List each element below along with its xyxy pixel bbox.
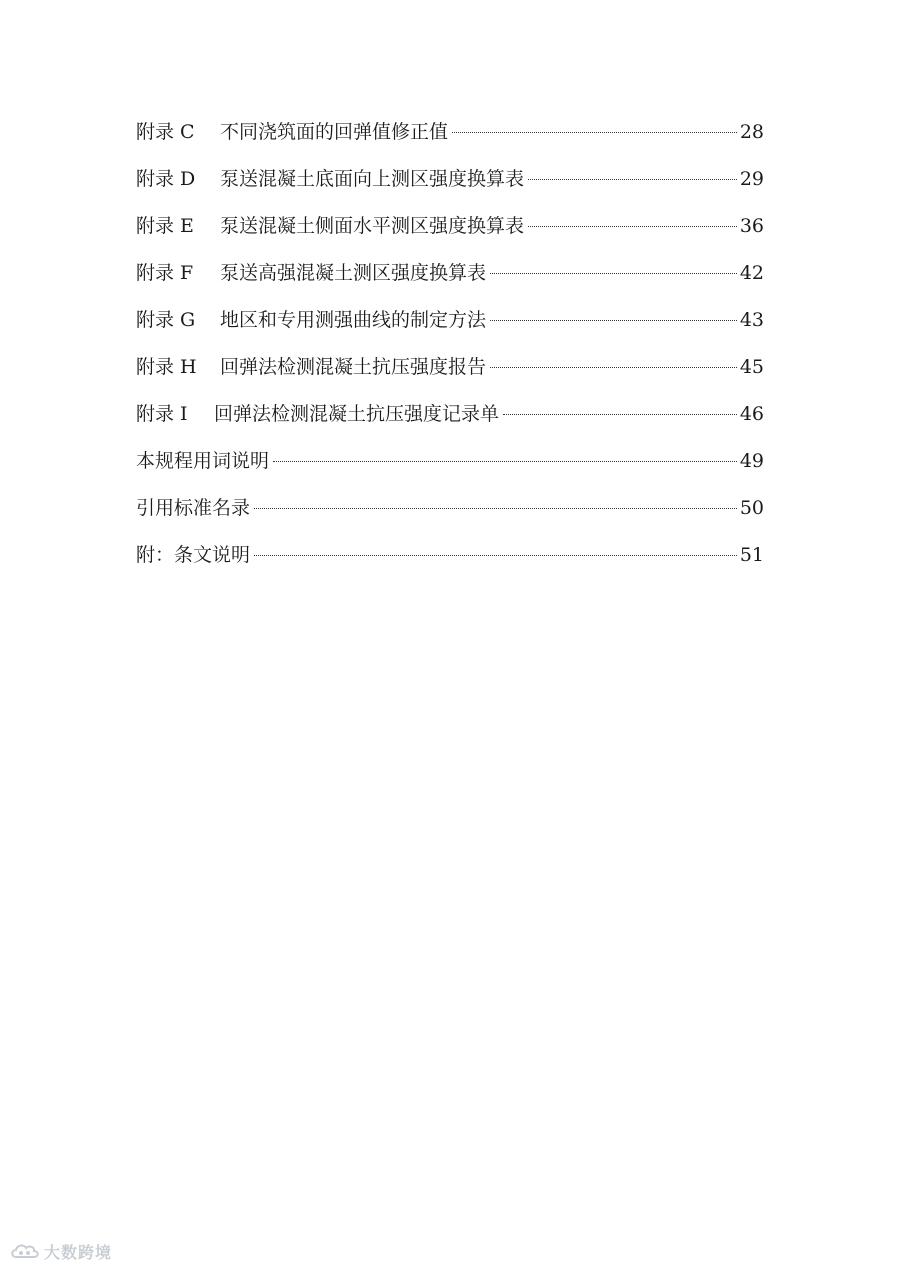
toc-entry-prefix: 附录 H — [136, 356, 197, 378]
toc-entry-title: 泵送混凝土侧面水平测区强度换算表 — [220, 215, 525, 237]
toc-entry-clause-explanation[interactable] — [136, 535, 764, 582]
toc-entry-cited-standards[interactable] — [136, 488, 764, 535]
toc-entry-prefix: 附录 G — [136, 309, 196, 331]
toc-entry-page: 28 — [739, 121, 764, 143]
toc-dot-leader — [254, 555, 737, 556]
toc-entry-page: 42 — [739, 262, 764, 284]
toc-entry-prefix: 附录 D — [136, 168, 196, 190]
toc-entry-page: 50 — [739, 497, 764, 519]
toc-dot-leader — [528, 226, 737, 227]
table-of-contents — [136, 112, 764, 582]
watermark-text: 大数跨境 — [44, 1243, 113, 1262]
toc-entry-appendix-i[interactable] — [136, 394, 764, 441]
toc-entry-title: 不同浇筑面的回弹值修正值 — [220, 121, 449, 143]
cloud-logo-icon — [10, 1242, 40, 1262]
toc-entry-prefix: 附录 E — [136, 215, 194, 237]
toc-entry-page: 29 — [739, 168, 764, 190]
toc-dot-leader — [490, 367, 737, 368]
toc-entry-appendix-h[interactable] — [136, 347, 764, 394]
toc-dot-leader — [528, 179, 737, 180]
toc-entry-page: 36 — [739, 215, 764, 237]
toc-entry-title: 回弹法检测混凝土抗压强度报告 — [220, 356, 487, 378]
toc-dot-leader — [503, 414, 737, 415]
toc-dot-leader — [490, 273, 737, 274]
toc-entry-title: 本规程用词说明 — [136, 450, 270, 472]
toc-entry-title: 地区和专用测强曲线的制定方法 — [220, 309, 487, 331]
toc-entry-appendix-g[interactable] — [136, 300, 764, 347]
toc-entry-prefix: 附录 I — [136, 403, 188, 425]
toc-entry-prefix: 附录 C — [136, 121, 195, 143]
toc-dot-leader — [254, 508, 737, 509]
toc-entry-appendix-d[interactable] — [136, 159, 764, 206]
toc-dot-leader — [273, 461, 737, 462]
toc-entry-title: 泵送混凝土底面向上测区强度换算表 — [220, 168, 525, 190]
toc-entry-page: 43 — [739, 309, 764, 331]
toc-entry-title: 泵送高强混凝土测区强度换算表 — [220, 262, 487, 284]
toc-entry-terminology[interactable] — [136, 441, 764, 488]
toc-entry-appendix-f[interactable] — [136, 253, 764, 300]
toc-entry-title: 回弹法检测混凝土抗压强度记录单 — [214, 403, 500, 425]
toc-entry-appendix-e[interactable] — [136, 206, 764, 253]
toc-dot-leader — [452, 132, 737, 133]
toc-entry-page: 45 — [739, 356, 764, 378]
toc-entry-appendix-c[interactable] — [136, 112, 764, 159]
toc-entry-title: 附：条文说明 — [136, 544, 251, 566]
toc-entry-prefix: 附录 F — [136, 262, 194, 284]
watermark — [10, 1240, 112, 1263]
toc-dot-leader — [490, 320, 737, 321]
toc-entry-page: 46 — [739, 403, 764, 425]
toc-entry-page: 49 — [739, 450, 764, 472]
toc-entry-page: 51 — [739, 544, 764, 566]
toc-entry-title: 引用标准名录 — [136, 497, 251, 519]
